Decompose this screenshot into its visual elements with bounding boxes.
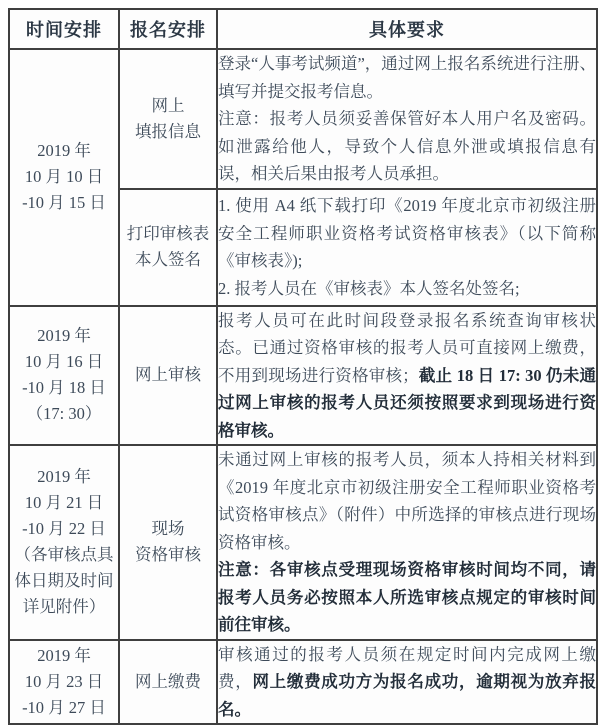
registration-step-cell bbox=[119, 306, 217, 446]
requirement-text: 未通过网上审核的报考人员，须本人持相关材料到《2019 年度北京市初级注册安全工程师职业资格考试资格审核点》（附件）中所选择的审核点进行现场资格审核。 bbox=[218, 450, 596, 552]
table-row bbox=[9, 49, 597, 189]
registration-schedule-table bbox=[8, 8, 598, 725]
requirement-text: 2. 报考人员在《审核表》本人签名处签名; bbox=[218, 278, 520, 298]
time-line: 10 月 21 日 bbox=[24, 493, 104, 513]
time-line: 2019 年 bbox=[37, 645, 91, 665]
registration-step-cell bbox=[119, 49, 217, 189]
requirements-cell bbox=[217, 49, 597, 189]
table-header bbox=[9, 9, 597, 49]
step-line: 网上 bbox=[151, 95, 185, 115]
time-line: -10 月 15 日 bbox=[22, 193, 106, 213]
requirement-paragraph bbox=[218, 105, 596, 188]
time-line: 详见附件） bbox=[22, 597, 106, 617]
time-line: 2019 年 bbox=[37, 467, 91, 487]
table-row bbox=[9, 640, 597, 725]
time-line: 体日期及时间 bbox=[14, 571, 114, 591]
registration-step-cell bbox=[119, 189, 217, 306]
time-cell bbox=[9, 49, 119, 306]
time-line: -10 月 22 日 bbox=[22, 519, 106, 539]
header-row bbox=[9, 9, 597, 49]
time-cell bbox=[9, 640, 119, 725]
time-line: -10 月 18 日 bbox=[22, 378, 106, 398]
requirement-paragraph bbox=[218, 307, 596, 445]
table-body bbox=[9, 49, 597, 724]
requirement-text: 报考人员可在此时间段登录报名系统查询审核状态。已通过资格审核的报考人员可直接网上缴费，不用到现场进行资格审核； bbox=[218, 310, 596, 385]
time-cell bbox=[9, 445, 119, 640]
time-line: 10 月 23 日 bbox=[24, 671, 104, 691]
requirement-paragraph bbox=[218, 641, 596, 724]
requirements-cell bbox=[217, 306, 597, 446]
time-line: 10 月 10 日 bbox=[24, 167, 104, 187]
header-specific-requirements: 具体要求 bbox=[217, 9, 597, 49]
table-row bbox=[9, 445, 597, 640]
time-line: 2019 年 bbox=[37, 141, 91, 161]
requirement-text: 注意：报考人员须妥善保管好本人用户名及密码。如泄露给他人，导致个人信息外泄或填报信息有误，相关后果由报考人员承担。 bbox=[218, 109, 596, 183]
requirement-text-bold: 注意：各审核点受理现场资格审核时间均不同，请报考人员务必按照本人所选审核点规定的审核时间前往审核。 bbox=[218, 560, 596, 634]
time-line: （各审核点具 bbox=[14, 545, 114, 565]
requirement-text: 登录“人事考试频道”，通过网上报名系统进行注册、填写并提交报考信息。 bbox=[218, 54, 596, 101]
requirement-text-bold: 网上缴费成功方为报名成功，逾期视为放弃报名。 bbox=[218, 672, 597, 719]
requirements-cell bbox=[217, 640, 597, 725]
header-time-arrangement: 时间安排 bbox=[9, 9, 119, 49]
time-line: 10 月 16 日 bbox=[24, 352, 104, 372]
requirement-paragraph bbox=[218, 50, 596, 105]
step-line: 现场 bbox=[151, 519, 185, 539]
time-line: 2019 年 bbox=[37, 326, 91, 346]
table-row bbox=[9, 306, 597, 446]
requirement-text: 1. 使用 A4 纸下载打印《2019 年度北京市初级注册安全工程师职业资格考试资格审核表》（以下简称《审核表》); bbox=[218, 196, 596, 270]
requirement-text-bold: 截止 18 日 17: 30 仍未通过网上审核的报考人员还须按照要求到现场进行资格审核。 bbox=[218, 365, 596, 440]
step-line: 打印审核表 bbox=[126, 224, 210, 243]
requirements-cell bbox=[217, 189, 597, 306]
step-line: 网上审核 bbox=[135, 365, 201, 385]
registration-step-cell bbox=[119, 640, 217, 725]
requirements-cell bbox=[217, 445, 597, 640]
time-line: -10 月 27 日 bbox=[22, 697, 106, 717]
requirement-paragraph bbox=[218, 192, 596, 275]
registration-step-cell bbox=[119, 445, 217, 640]
step-line: 本人签名 bbox=[135, 250, 201, 269]
header-registration-arrangement: 报名安排 bbox=[119, 9, 217, 49]
step-line: 网上缴费 bbox=[135, 671, 201, 691]
requirement-paragraph bbox=[218, 446, 596, 556]
step-line: 填报信息 bbox=[135, 121, 201, 141]
requirement-text: 审核通过的报考人员须在规定时间内完成网上缴费， bbox=[218, 644, 596, 691]
requirement-paragraph bbox=[218, 556, 596, 639]
requirement-paragraph bbox=[218, 275, 596, 303]
step-line: 资格审核 bbox=[135, 545, 201, 565]
time-line: （17: 30） bbox=[26, 404, 102, 424]
time-cell bbox=[9, 306, 119, 446]
